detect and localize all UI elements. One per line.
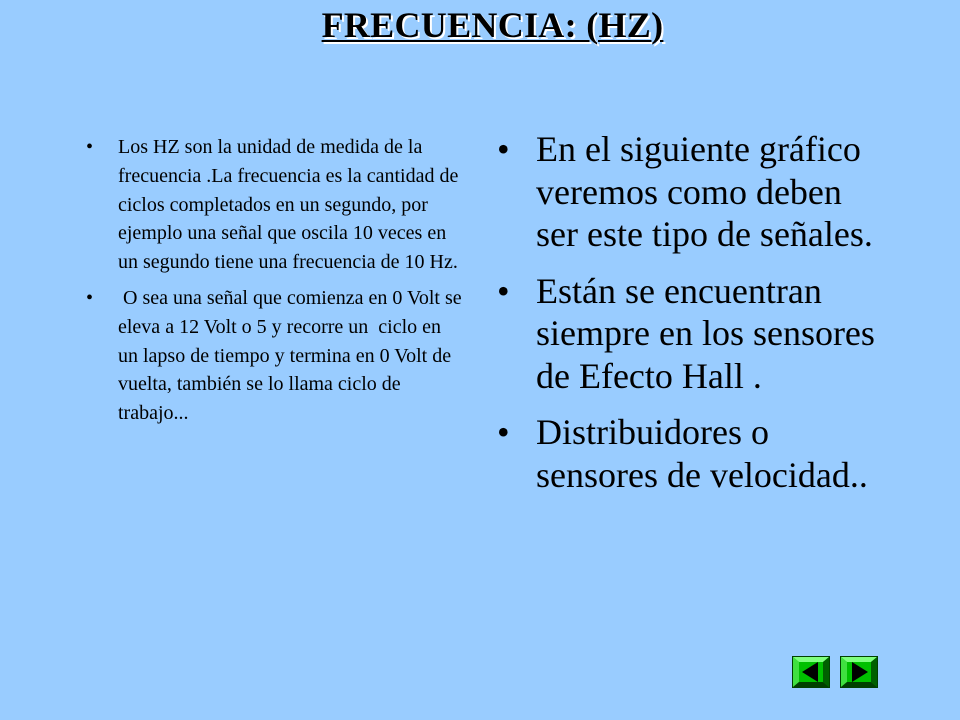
list-item <box>497 270 877 398</box>
previous-slide-button[interactable] <box>792 656 830 688</box>
list-item-text: Están se encuentran siempre en los sensores de Efecto Hall . <box>536 270 875 396</box>
bullet-marker: • <box>497 129 510 169</box>
bullet-marker: • <box>86 136 94 158</box>
bullet-marker: • <box>497 412 510 452</box>
list-item-text: O sea una señal que comienza en 0 Volt se eleva a 12 Volt o 5 y recorre un ciclo en un lapso de tiempo y termina en 0 Volt de vuelta, también se lo llama ciclo de trabajo... <box>118 286 467 425</box>
triangle-right-icon <box>841 657 877 687</box>
bullet-marker: • <box>86 286 94 309</box>
list-item-text: Los HZ son la unidad de medida de la frecuencia .La frecuencia es la cantidad de ciclos completados en un segundo, por ejemplo una señal que oscila 10 veces en un segundo tiene una frecuencia de 10 Hz. <box>118 136 459 274</box>
left-bullet-list <box>86 133 466 435</box>
triangle-left-icon <box>793 657 829 687</box>
next-slide-button[interactable] <box>840 656 878 688</box>
list-item-text: En el siguiente gráfico veremos como deben ser este tipo de señales. <box>536 129 873 254</box>
list-item <box>86 133 466 277</box>
list-item <box>86 284 466 428</box>
list-item-text: Distribuidores o sensores de velocidad.. <box>536 412 868 495</box>
bullet-marker: • <box>497 270 510 311</box>
list-item <box>497 411 877 496</box>
slide-title: FRECUENCIA: (HZ) <box>321 5 664 45</box>
right-bullet-list <box>497 128 877 510</box>
list-item <box>497 128 877 256</box>
